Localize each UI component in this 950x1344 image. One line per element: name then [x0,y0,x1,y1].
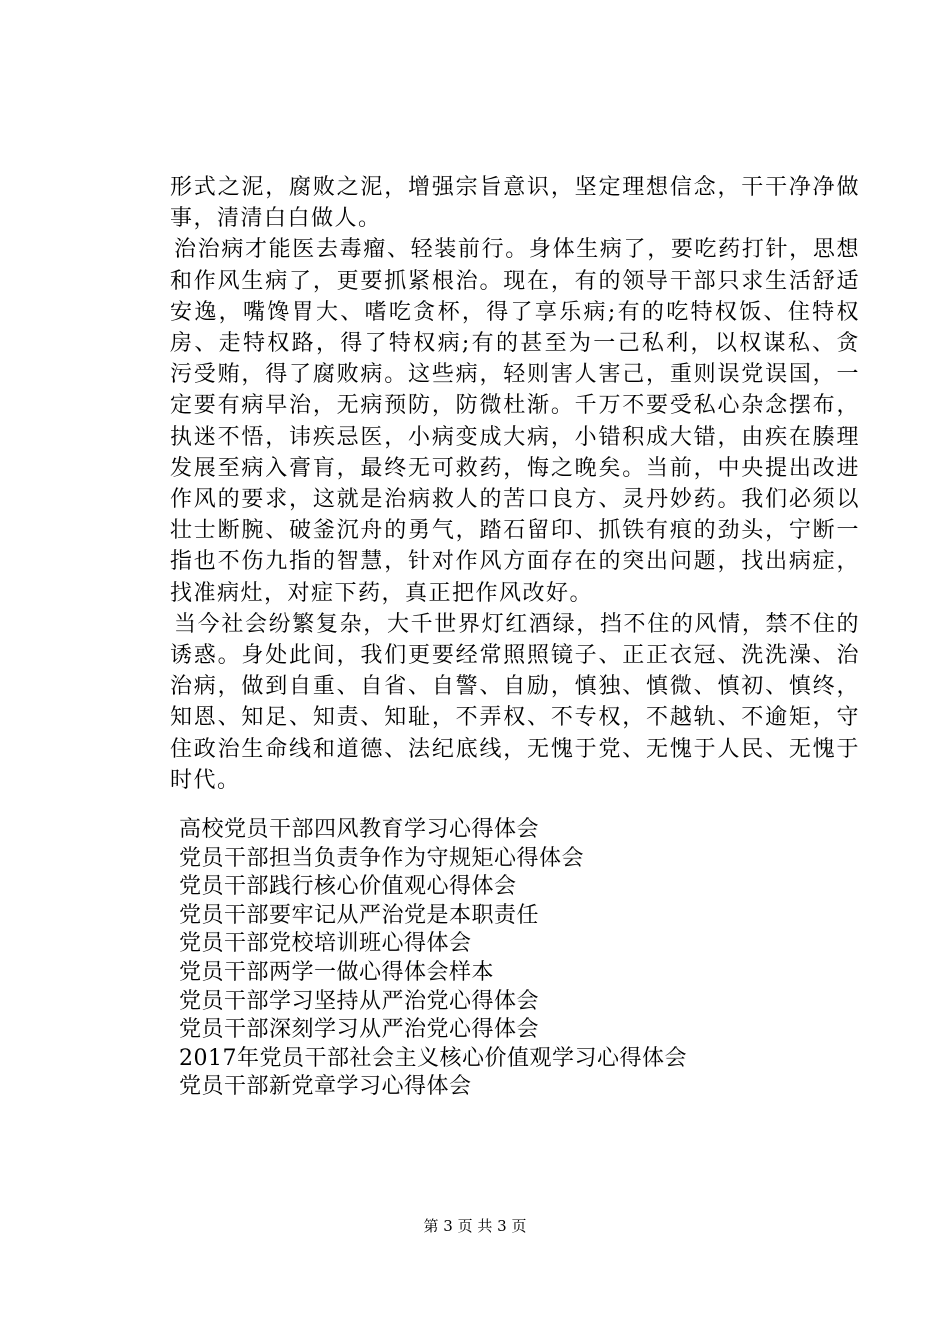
related-article-link[interactable]: 高校党员干部四风教育学习心得体会 [179,817,540,842]
related-article-link[interactable]: 党员干部深刻学习从严治党心得体会 [179,1017,540,1043]
paragraph-continued: 形式之泥，腐败之泥，增强宗旨意识，坚定理想信念，干干净净做事，清清白白做人。 [170,175,860,232]
related-article-link[interactable]: 党员干部两学一做心得体会样本 [179,959,495,985]
related-article-link[interactable]: 党员干部担当负责争作为守规矩心得体会 [179,845,585,871]
related-article-link[interactable]: 2017年党员干部社会主义核心价值观学习心得体会 [179,1045,687,1071]
related-articles-list [179,816,859,1102]
paragraph-treat-illness: 治治病才能医去毒瘤、轻装前行。身体生病了，要吃药打针，思想和作风生病了，更要抓紧根治。现在，有的领导干部只求生活舒适安逸，嘴馋胃大、嗜吃贪杯，得了享乐病;有的吃特权饭、住特权房、走特权路，得了特权病;有的甚至为一己私利，以权谋私、贪污受贿，得了腐败病。这些病，轻则害人害己，重则误党误国，一定要有病早治，无病预防，防微杜渐。千万不要受私心杂念摆布，执迷不悟，讳疾忌医，小病变成大病，小错积成大错，由疾在腠理发展至病入膏肓，最终无可救药，悔之晚矣。当前，中央提出改进作风的要求，这就是治病救人的苦口良方、灵丹妙药。我们必须以壮士断腕、破釜沉舟的勇气，踏石留印、抓铁有痕的劲头，宁断一指也不伤九指的智慧，针对作风方面存在的突出问题，找出病症，找准病灶，对症下药，真正把作风改好。 [170,237,860,606]
related-article-link[interactable]: 党员干部践行核心价值观心得体会 [179,874,517,900]
paragraph-conclusion: 当今社会纷繁复杂，大千世界灯红酒绿，挡不住的风情，禁不住的诱惑。身处此间，我们更要经常照照镜子、正正衣冠、洗洗澡、治治病，做到自重、自省、自警、自励，慎独、慎微、慎初、慎终，知恩、知足、知责、知耻，不弄权、不专权，不越轨、不逾矩，守住政治生命线和道德、法纪底线，无愧于党、无愧于人民、无愧于时代。 [170,611,860,793]
related-article-link[interactable]: 党员干部党校培训班心得体会 [179,931,472,957]
related-article-link[interactable]: 党员干部学习坚持从严治党心得体会 [179,988,540,1014]
article-body [170,172,860,796]
page-number-footer: 第 3 页 共 3 页 [423,1217,527,1235]
related-article-link[interactable]: 党员干部新党章学习心得体会 [179,1074,472,1100]
related-article-link[interactable]: 党员干部要牢记从严治党是本职责任 [179,902,540,928]
